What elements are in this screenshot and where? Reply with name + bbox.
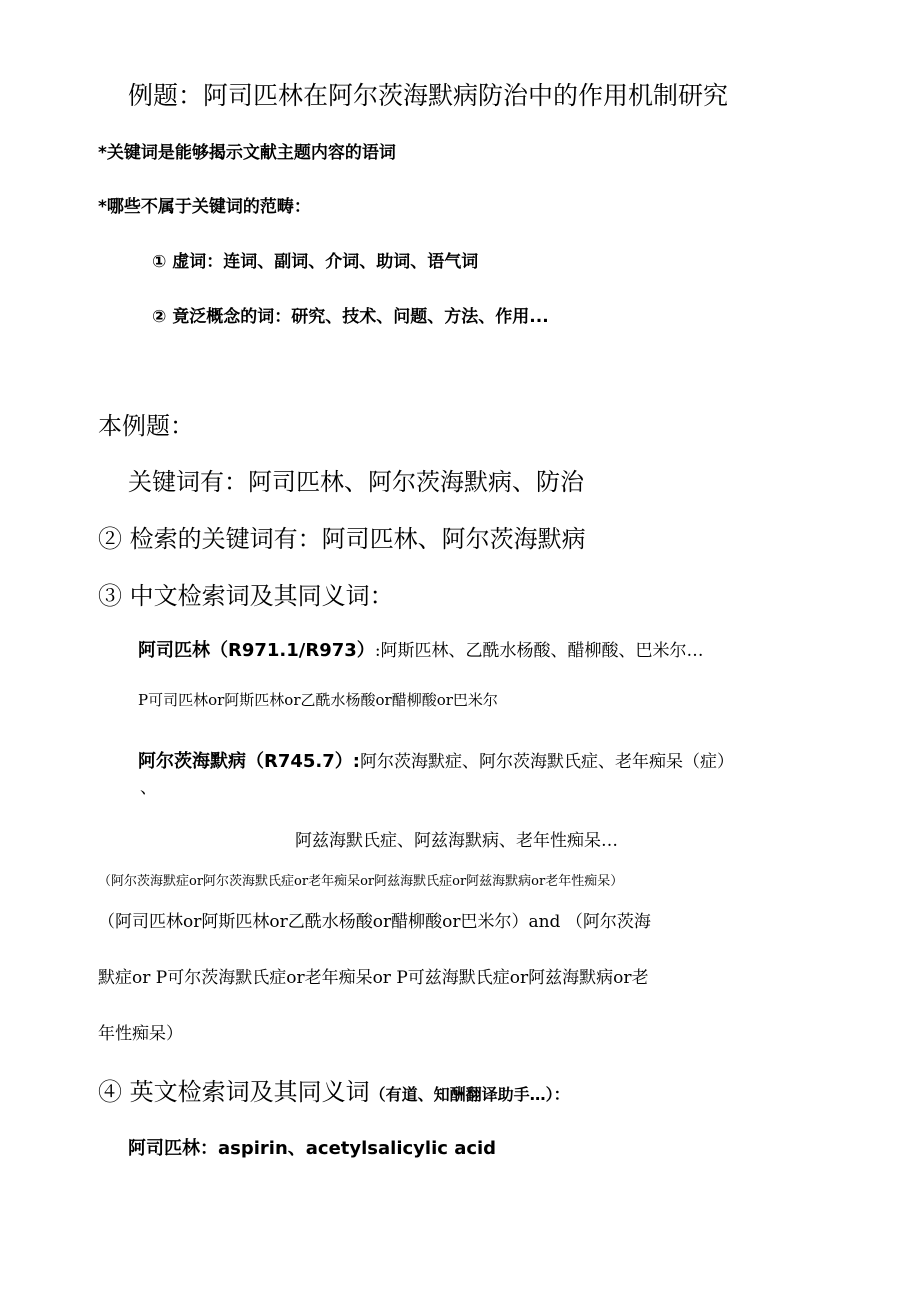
alzheimer-label: 阿尔茨海默病（R745.7）: <box>138 751 360 772</box>
aspirin-search-expression: P可司匹林or阿斯匹林or乙酰水杨酸or醋柳酸or巴米尔 <box>138 691 498 709</box>
page-title: 例题：阿司匹林在阿尔茨海默病防治中的作用机制研究 <box>128 81 729 110</box>
list-item-function-words: ① 虚词：连词、副词、介词、助词、语气词 <box>152 252 479 272</box>
keywords-line: 关键词有：阿司匹林、阿尔茨海默病、防治 <box>128 468 584 496</box>
combined-expression-line-3: 年性痴呆） <box>98 1024 183 1044</box>
keyword-definition-note: *关键词是能够揭示文献主题内容的语词 <box>98 143 396 163</box>
english-aspirin-terms: aspirin、acetylsalicylic acid <box>218 1138 497 1159</box>
aspirin-label: 阿司匹林（R971.1/R973） <box>138 640 375 661</box>
non-keyword-note: *哪些不属于关键词的范畴： <box>98 197 311 217</box>
search-keywords-line: ② 检索的关键词有：阿司匹林、阿尔茨海默病 <box>98 525 586 553</box>
section-heading: 本例题： <box>98 412 194 440</box>
english-terms-heading-line <box>98 1072 570 1107</box>
alzheimer-synonyms-line <box>138 747 734 773</box>
chinese-terms-heading: ③ 中文检索词及其同义词： <box>98 582 394 610</box>
list-item-general-concepts: ② 竟泛概念的词：研究、技术、问题、方法、作用... <box>152 307 549 327</box>
alzheimer-synonyms-wrap: 、 <box>140 778 157 798</box>
combined-expression-line-2: 默症or P可尔茨海默氏症or老年痴呆or P可兹海默氏症or阿兹海默病or老 <box>98 968 649 988</box>
english-terms-heading: ④ 英文检索词及其同义词 <box>98 1078 370 1106</box>
aspirin-synonyms: :阿斯匹林、乙酰水杨酸、醋柳酸、巴米尔… <box>374 641 704 661</box>
aspirin-synonyms-line <box>138 636 704 662</box>
alzheimer-synonyms-continued: 阿兹海默氏症、阿兹海默病、老年性痴呆… <box>295 831 618 851</box>
english-aspirin-line <box>128 1134 496 1160</box>
combined-expression-line-1: （阿司匹林or阿斯匹林or乙酰水杨酸or醋柳酸or巴米尔）and （阿尔茨海 <box>98 912 651 932</box>
english-terms-note: （有道、知酬翻译助手…）： <box>369 1085 570 1104</box>
english-aspirin-label: 阿司匹林： <box>128 1138 218 1159</box>
alzheimer-synonyms: 阿尔茨海默症、阿尔茨海默氏症、老年痴呆（症） <box>360 752 734 772</box>
alzheimer-search-expression: （阿尔茨海默症or阿尔茨海默氏症or老年痴呆or阿兹海默氏症or阿兹海默病or老年性痴呆） <box>98 874 624 889</box>
